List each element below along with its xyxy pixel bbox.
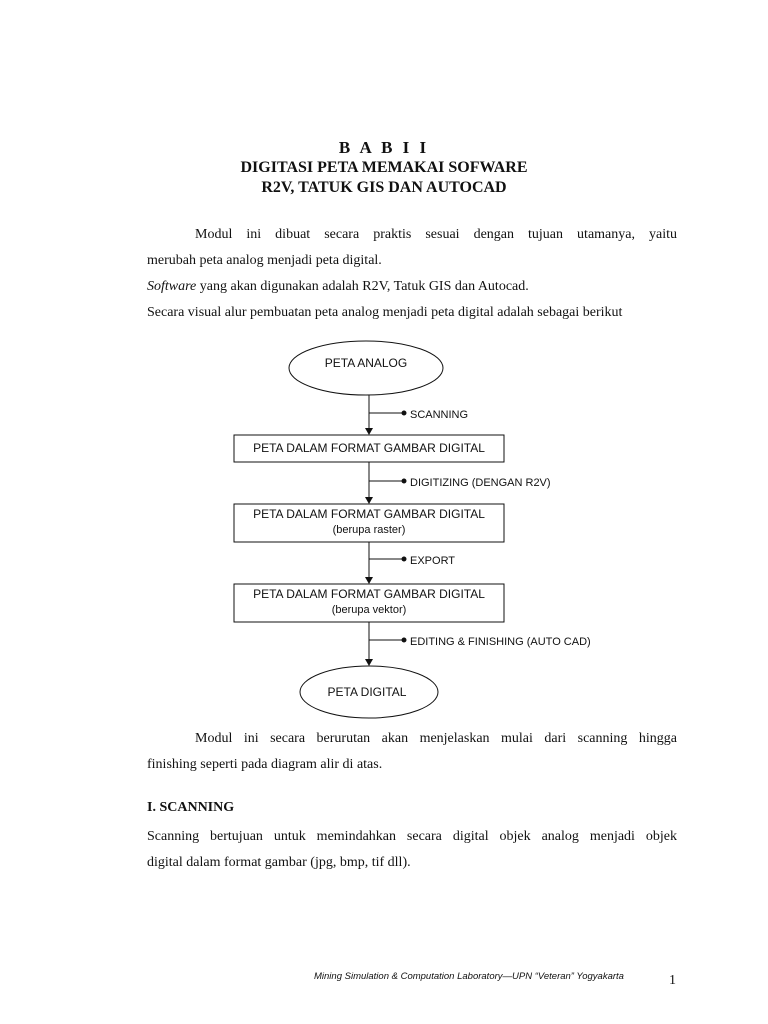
summary-paragraph-line1: Modul ini secara berurutan akan menjelaskan mulai dari scanning hingga xyxy=(195,731,677,746)
step3-label: EXPORT xyxy=(410,555,456,567)
arrow-head-1 xyxy=(365,428,373,435)
step4-label: EDITING & FINISHING (AUTO CAD) xyxy=(410,636,591,648)
box2-label-line2: (berupa raster) xyxy=(332,524,406,536)
step2-label: DIGITIZING (DENGAN R2V) xyxy=(410,477,551,489)
section-title-scanning: I. SCANNING xyxy=(147,800,235,815)
flow-intro-paragraph: Secara visual alur pembuatan peta analog menjadi peta digital adalah sebagai berikut xyxy=(147,305,623,320)
scanning-paragraph-line1: Scanning bertujuan untuk memindahkan secara digital objek analog menjadi objek xyxy=(147,829,677,844)
box1-label: PETA DALAM FORMAT GAMBAR DIGITAL xyxy=(253,441,485,455)
footer-lab-name: Mining Simulation & Computation Laboratory—UPN “Veteran” Yogyakarta xyxy=(314,971,624,982)
bullet-2 xyxy=(402,479,407,484)
arrow-head-2 xyxy=(365,497,373,504)
arrow-head-4 xyxy=(365,659,373,666)
software-italic-word: Software xyxy=(147,279,197,294)
step1-label: SCANNING xyxy=(410,409,469,421)
bullet-3 xyxy=(402,557,407,562)
start-label: PETA ANALOG xyxy=(324,356,408,370)
chapter-heading: B A B I I xyxy=(338,138,430,157)
scanning-paragraph-line2: digital dalam format gambar (jpg, bmp, tif dll). xyxy=(147,855,411,870)
page-number: 1 xyxy=(669,973,676,988)
box3-label-line1: PETA DALAM FORMAT GAMBAR DIGITAL xyxy=(253,587,485,601)
chapter-title-line1: DIGITASI PETA MEMAKAI SOFWARE xyxy=(240,159,528,176)
box2-label-line1: PETA DALAM FORMAT GAMBAR DIGITAL xyxy=(253,507,485,521)
bullet-4 xyxy=(402,638,407,643)
intro-paragraph-line2: merubah peta analog menjadi peta digital. xyxy=(147,253,382,268)
software-paragraph-rest: yang akan digunakan adalah R2V, Tatuk GIS dan Autocad. xyxy=(196,279,529,294)
arrow-head-3 xyxy=(365,577,373,584)
chapter-title-line2: R2V, TATUK GIS DAN AUTOCAD xyxy=(261,179,507,196)
end-label: PETA DIGITAL xyxy=(327,685,407,699)
intro-paragraph-line1: Modul ini dibuat secara praktis sesuai dengan tujuan utamanya, yaitu xyxy=(195,227,677,242)
box3-label-line2: (berupa vektor) xyxy=(331,604,407,616)
bullet-1 xyxy=(402,411,407,416)
summary-paragraph-line2: finishing seperti pada diagram alir di atas. xyxy=(147,757,383,772)
